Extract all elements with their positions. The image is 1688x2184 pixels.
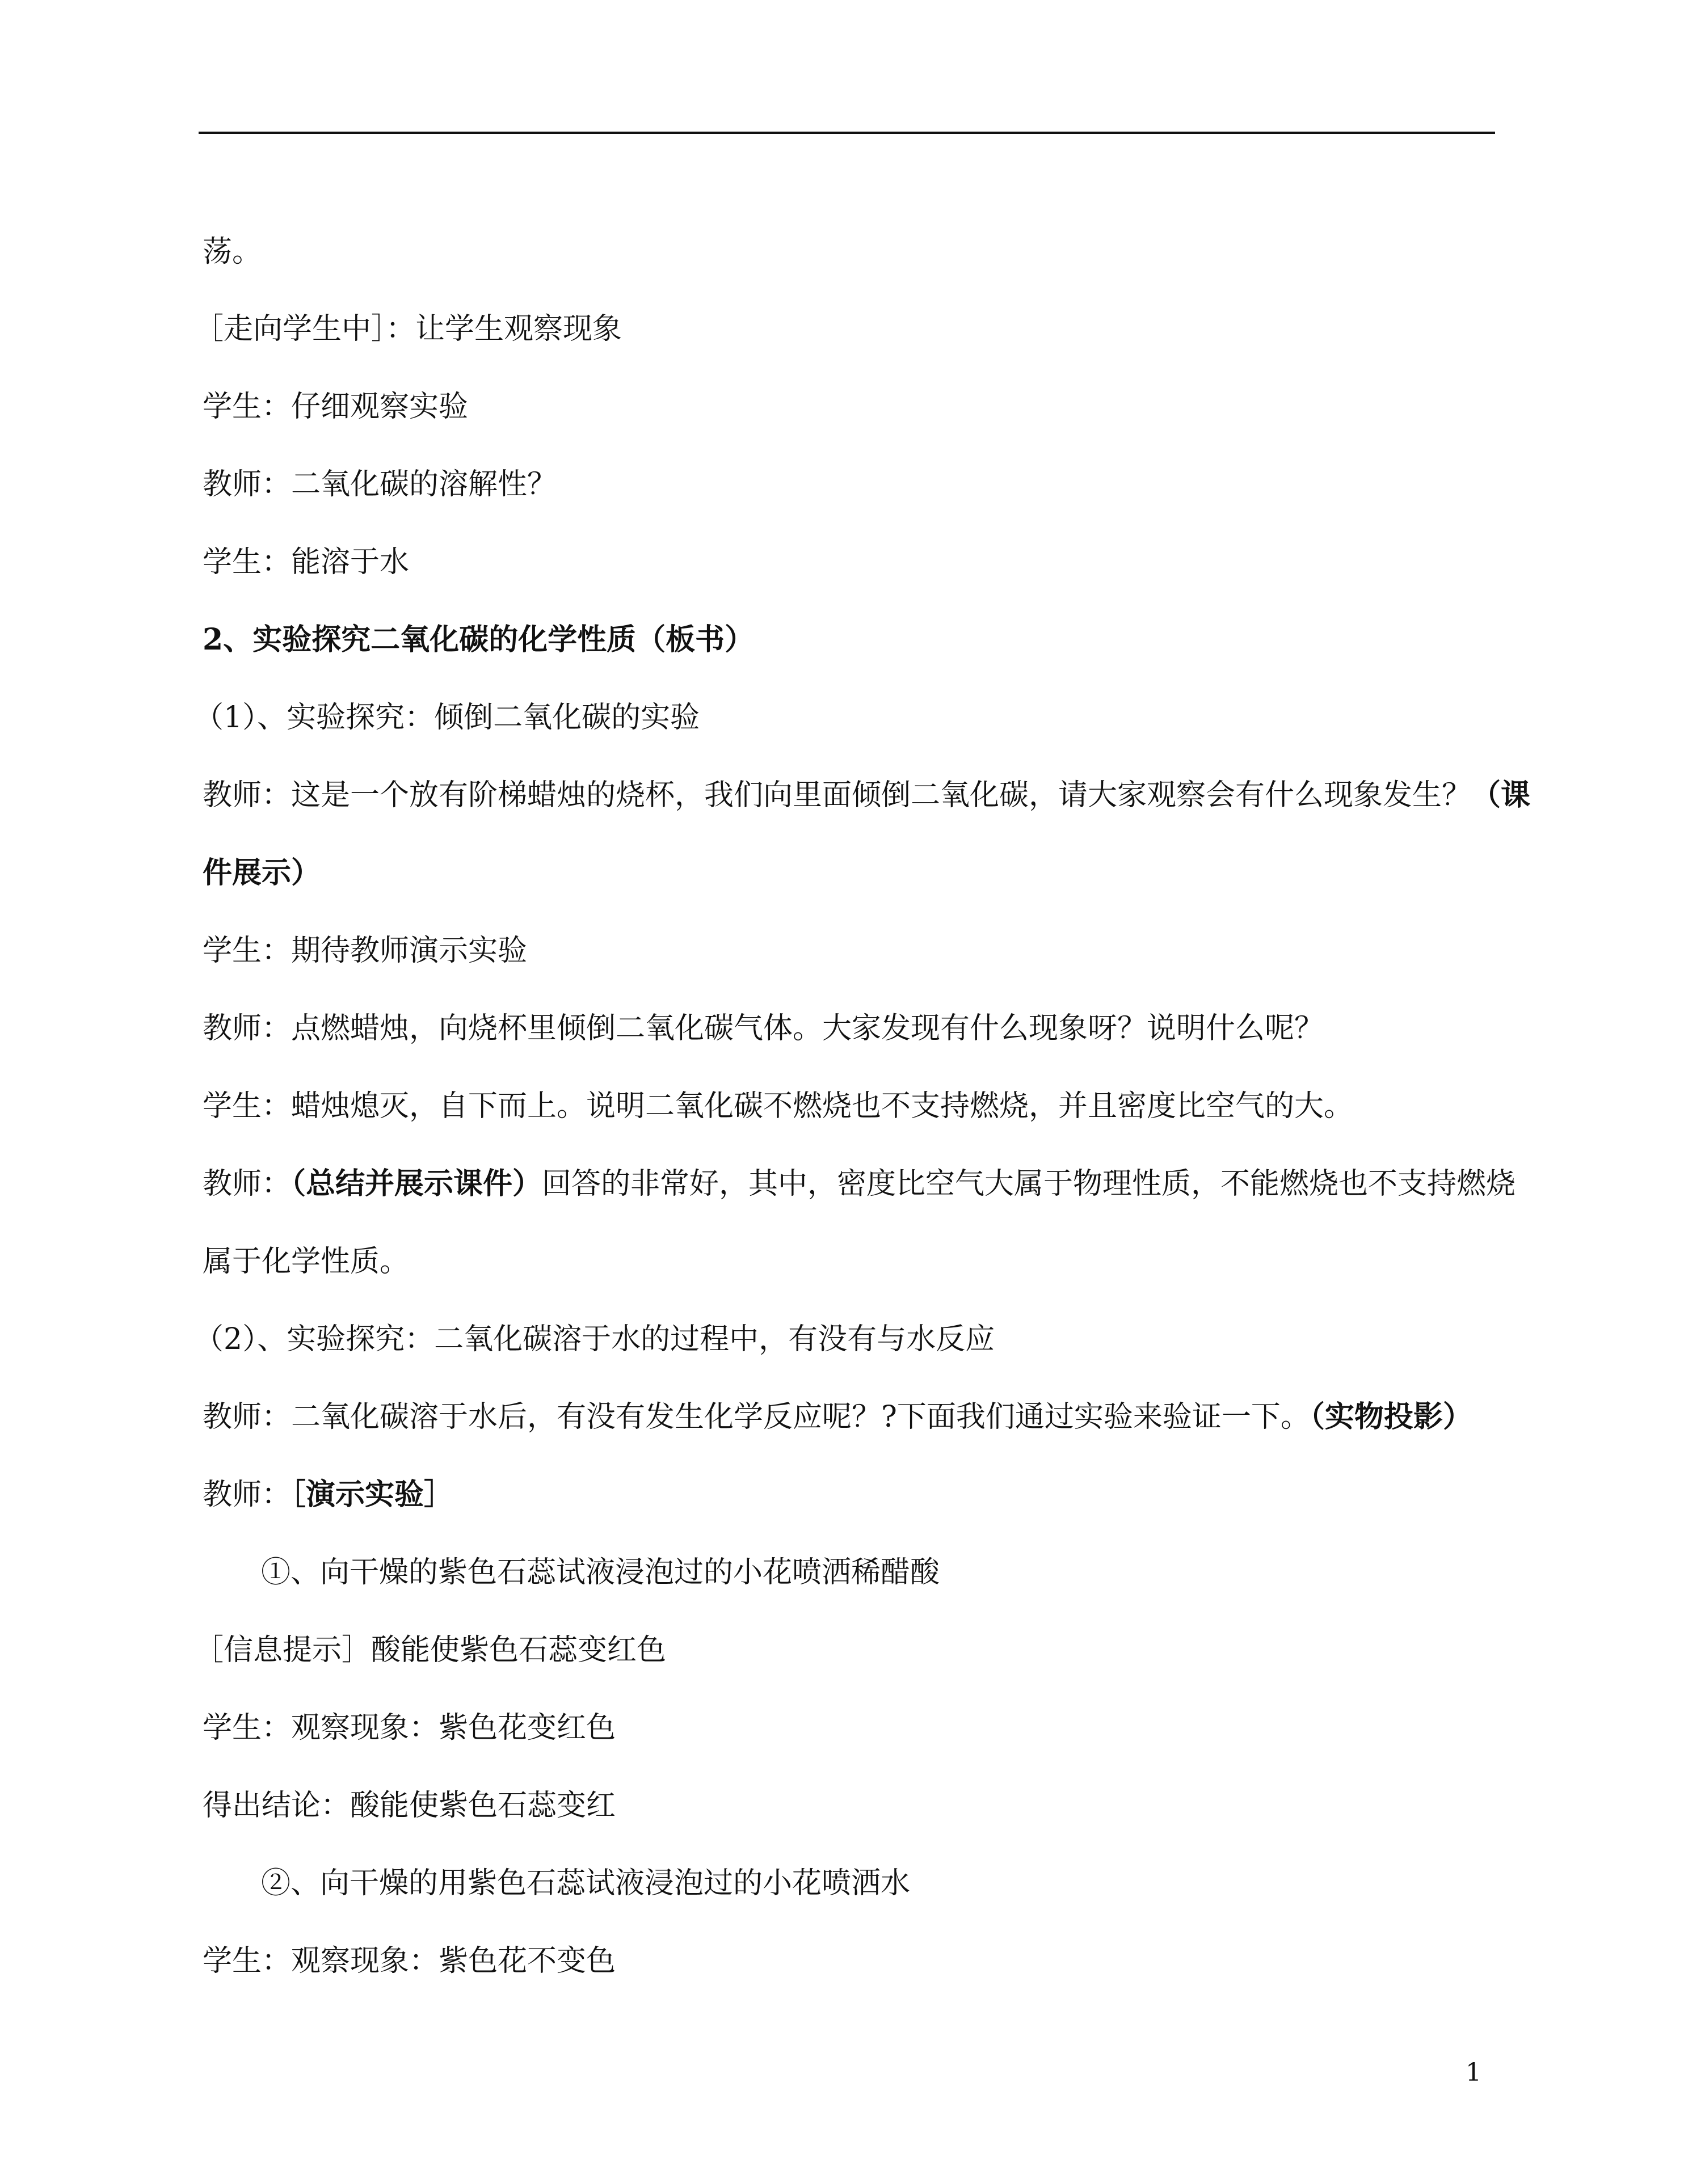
text-line bbox=[203, 1166, 1516, 1202]
text-line bbox=[203, 1943, 616, 1979]
line-text: 学生：仔细观察实验 bbox=[203, 390, 469, 424]
line-text: 教师： bbox=[203, 1167, 292, 1201]
section-heading bbox=[203, 622, 754, 658]
line-text: ［信息提示］酸能使紫色石蕊变红色 bbox=[194, 1633, 667, 1667]
text-line bbox=[203, 1399, 1472, 1435]
text-line bbox=[203, 1243, 409, 1280]
text-line bbox=[203, 1477, 453, 1513]
line-text: 学生：观察现象：紫色花不变色 bbox=[203, 1944, 616, 1978]
line-text: ②、向干燥的用紫色石蕊试液浸泡过的小花喷洒水 bbox=[261, 1866, 911, 1900]
line-text: 学生：期待教师演示实验 bbox=[203, 934, 528, 968]
text-line bbox=[203, 777, 1530, 813]
text-line bbox=[203, 389, 468, 425]
bold-note: （课 bbox=[1471, 778, 1531, 812]
line-text: 学生：能溶于水 bbox=[203, 545, 410, 579]
line-text: 教师：二氧化碳的溶解性？ bbox=[203, 467, 557, 501]
subsection-heading bbox=[194, 699, 700, 736]
header-rule bbox=[199, 132, 1495, 134]
subsection-heading bbox=[194, 1321, 995, 1357]
line-text: 学生：蜡烛熄灭，自下而上。说明二氧化碳不燃烧也不支持燃烧，并且密度比空气的大。 bbox=[203, 1089, 1354, 1123]
text-line bbox=[203, 1787, 616, 1824]
line-text: 学生：观察现象：紫色花变红色 bbox=[203, 1711, 616, 1745]
bold-note: 件展示） bbox=[203, 855, 321, 890]
experiment-step bbox=[261, 1865, 910, 1901]
line-text: 得出结论：酸能使紫色石蕊变红 bbox=[203, 1789, 616, 1823]
text-line bbox=[194, 311, 622, 347]
experiment-step bbox=[261, 1554, 940, 1591]
text-line bbox=[203, 1710, 616, 1746]
line-text: 教师：点燃蜡烛，向烧杯里倾倒二氧化碳气体。大家发现有什么现象呀？说明什么呢？ bbox=[203, 1011, 1324, 1045]
heading-text: 2、实验探究二氧化碳的化学性质（板书） bbox=[203, 622, 755, 657]
bold-note: （实物投影） bbox=[1310, 1399, 1472, 1434]
line-text: ①、向干燥的紫色石蕊试液浸泡过的小花喷洒稀醋酸 bbox=[261, 1555, 940, 1589]
heading-text: （1）、实验探究：倾倒二氧化碳的实验 bbox=[194, 701, 700, 735]
text-line bbox=[203, 544, 409, 580]
line-text: 教师：二氧化碳溶于水后，有没有发生化学反应呢？?下面我们通过实验来验证一下。 bbox=[203, 1400, 1310, 1434]
line-text: 教师： bbox=[203, 1478, 292, 1512]
line-text: 回答的非常好，其中，密度比空气大属于物理性质，不能燃烧也不支持燃烧 bbox=[542, 1167, 1516, 1201]
bold-note: （总结并展示课件） bbox=[291, 1166, 542, 1201]
text-line bbox=[203, 855, 321, 891]
text-line bbox=[203, 466, 557, 503]
line-text: 荡。 bbox=[203, 235, 262, 269]
text-line bbox=[194, 1632, 666, 1668]
bold-note: ［演示实验］ bbox=[291, 1477, 454, 1512]
line-text: 属于化学性质。 bbox=[203, 1245, 410, 1279]
text-line bbox=[203, 234, 262, 270]
heading-text: （2）、实验探究：二氧化碳溶于水的过程中，有没有与水反应 bbox=[194, 1322, 995, 1356]
text-line bbox=[203, 1010, 1324, 1047]
text-line bbox=[203, 933, 527, 969]
text-line bbox=[203, 1088, 1353, 1124]
line-text: 教师：这是一个放有阶梯蜡烛的烧杯，我们向里面倾倒二氧化碳，请大家观察会有什么现象发生？ bbox=[203, 778, 1472, 812]
page-number: 1 bbox=[1466, 2058, 1481, 2087]
line-text: ［走向学生中］：让学生观察现象 bbox=[194, 312, 622, 346]
